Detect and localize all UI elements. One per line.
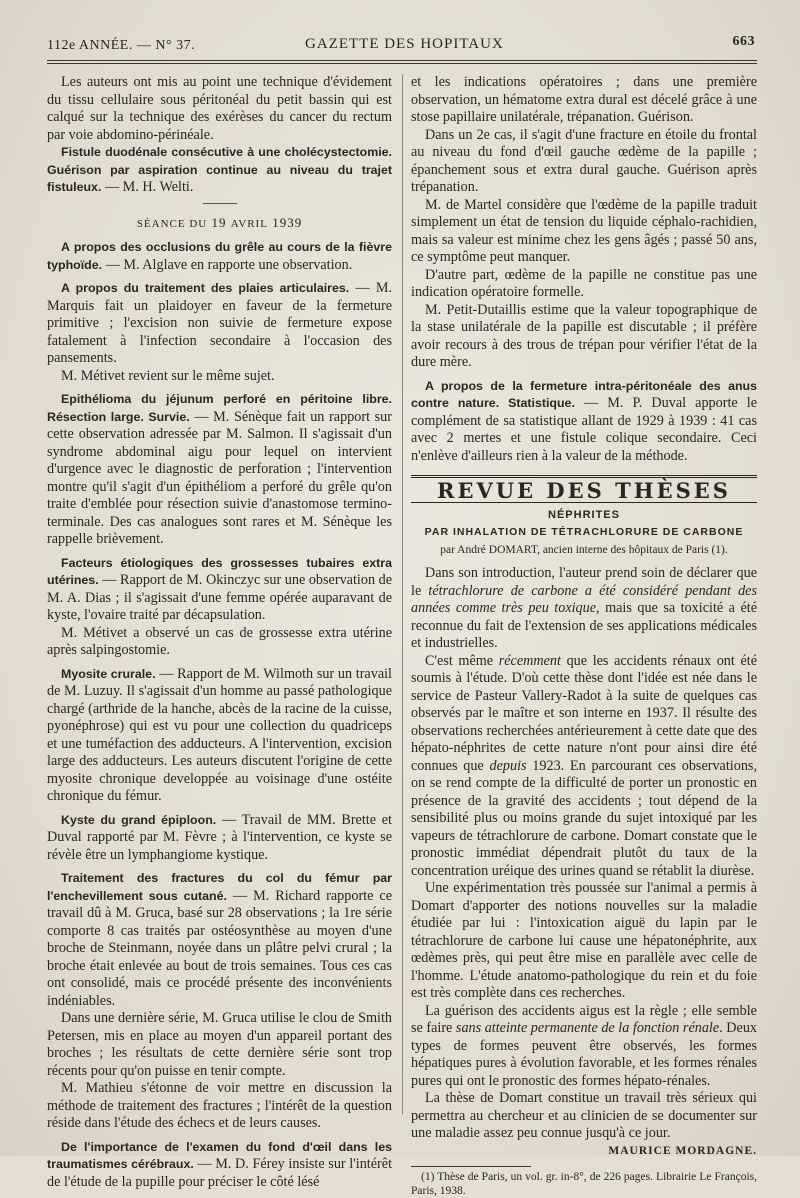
paragraph: C'est même récemment que les accidents rénaux ont été soumis à l'étude. D'où cette thèse dont l'idée est née dans le service de Pasteur Vallery-Radot à la suite de quelques cas observés par le maître et son interne en 1937. Il résulte des observations recherchées antérieurement à cette date que des hépato-néphrites de cette nature n'ont pour ainsi dire été connues que depuis 1923. En parcourant ces observations, on se rend compte de la difficulté de porter un pronostic en présence de la gravité des accidents ; tout dépend de la sensibilité plus ou moins grande du sujet intoxiqué par les vapeurs de tétrachlorure de carbone. Domart constate que le pronostic immédiat dépendrait plutôt du taux de la concentration uréique des urines quand se rétablit la diurèse. bbox=[411, 652, 757, 879]
journal-title: GAZETTE DES HOPITAUX bbox=[305, 36, 504, 52]
column-divider bbox=[402, 74, 403, 1114]
paragraph: Dans un 2e cas, il s'agit d'une fracture en étoile du frontal au niveau du fond d'œil gauche œdème de la papille ; épanchement sous et extra dural gauche. Guérison après trépanation. bbox=[411, 126, 757, 195]
paragraph: Traitement des fractures du col du fémur par l'enchevillement sous cutané. — M. Richard rapporte ce travail dû à M. Gruca, basé sur 28 observations ; la 1re série comporte 8 cas traités par ostéosynthèse au moyen d'une broche de Steinmann, noyée dans un plâtre pelvi crural ; la broche était enlevée au bout de trois semaines. Tous ces cas ont consolidé, mais ce procédé présente des inconvénients indéniables. bbox=[47, 871, 392, 1009]
section-heading: Kyste du grand épiploon. bbox=[61, 812, 217, 827]
right-column bbox=[411, 74, 757, 1198]
paragraph: Les auteurs ont mis au point une technique d'évidement du tissu cellulaire sous péritonéal du petit bassin qui est calqué sur la technique des exérèses du cancer du rectum par voie abdomino-périnéale. bbox=[47, 74, 392, 143]
paragraph: A propos de la fermeture intra-péritonéale des anus contre nature. Statistique. — M. P. Duval apporte le complément de sa statistique allant de 1929 à 1939 : 41 cas avec 2 mertes et une fistule colique secondaire. Ceci n'enlève d'ailleurs rien à la valeur de la méthode. bbox=[411, 378, 757, 464]
left-column bbox=[47, 74, 392, 1191]
session-heading: SÉANCE DU 19 AVRIL 1939 bbox=[136, 214, 303, 230]
paragraph: A propos du traitement des plaies articulaires. — M. Marquis fait un plaidoyer en faveur de la fermeture primitive ; l'excision non suivie de fermeture expose fatalement à l'infection secondaire à l'occasion des pansements. bbox=[47, 280, 392, 366]
header-rule-double bbox=[47, 63, 757, 64]
section-heading: Fistule duodénale consécutive à une cholécystectomie. Guérison par aspiration continue au niveau du trajet fistuleux. bbox=[47, 145, 392, 194]
theses-title: REVUE DES THÈSES bbox=[437, 478, 731, 503]
article-subtitle: PAR INHALATION DE TÉTRACHLORURE DE CARBONE bbox=[424, 526, 744, 538]
section-heading: Epithélioma du jéjunum perforé en péritoine libre. Résection large. Survie. bbox=[47, 392, 392, 424]
section-heading: Traitement des fractures du col du fémur par l'enchevillement sous cutané. bbox=[47, 871, 392, 903]
article-title: NÉPHRITES bbox=[548, 508, 620, 521]
section-heading: De l'importance de l'examen du fond d'œil dans les traumatismes cérébraux. bbox=[47, 1139, 392, 1171]
signature: MAURICE MORDAGNE. bbox=[608, 1144, 757, 1157]
paragraph: La thèse de Domart constitue un travail très sérieux qui permettra au chercheur et au clinicien de se documenter sur une maladie assez peu connue jusqu'à ce jour. bbox=[411, 1090, 757, 1141]
paragraph: A propos des occlusions du grêle au cours de la fièvre typhoïde. — M. Alglave en rapporte une observation. bbox=[47, 240, 392, 273]
paragraph: M. Métivet revient sur le même sujet. bbox=[61, 367, 275, 384]
paragraph: Une expérimentation très poussée sur l'animal a permis à Domart d'apporter des notions nouvelles sur la maladie étudiée par lui : l'intoxication aiguë du lapin par le tétrachlorure de carbone lui cause une hépatonéphrite, aux œdèmes près, qui peut être mise en parallèle avec celle de l'homme. L'étude anatomo-pathologique du rein et du foie est très complète dans ces recherches. bbox=[411, 880, 757, 1001]
paragraph: Myosite crurale. — Rapport de M. Wilmoth sur un travail de M. Luzuy. Il s'agissait d'un homme au passé pathologique chargé (arthride de la hanche, abcès de la racine de la cuisse, pyonéphrose) qui est vu pour une collection du quadriceps et une tuméfaction des adducteurs. A l'intervention, excision large des adducteurs. Les auteurs discutent l'origine de cette myosite chronique developpée au voisinage d'une ostéite chronique du fémur. bbox=[47, 665, 392, 804]
paragraph: M. Métivet a observé un cas de grossesse extra utérine après salpingostomie. bbox=[47, 624, 392, 658]
section-heading: A propos du traitement des plaies articulaires. bbox=[61, 281, 350, 295]
paragraph: et les indications opératoires ; dans une première observation, un hématome extra dural est décelé grâce à une stose papillaire unilatérale, trépanation. Guérison. bbox=[411, 74, 757, 125]
paragraph: Kyste du grand épiploon. — Travail de MM. Brette et Duval rapporté par M. Fèvre ; à l'intervention, ce kyste se révèle être un lymphangiome kystique. bbox=[47, 811, 392, 863]
paragraph: Dans une dernière série, M. Gruca utilise le clou de Smith Petersen, mis en place au moyen d'un appareil portant des broches ; les résultats de cette dernière série sont trop récents pour qu'on puisse en tenir compte. bbox=[47, 1010, 392, 1079]
paragraph: Epithélioma du jéjunum perforé en péritoine libre. Résection large. Survie. — M. Sénèque fait un rapport sur cette observation adressée par M. Salmon. Il s'agissait d'un syndrome abdominal aigu pour lequel on intervient d'urgence avec le diagnostic de perforation ; l'intervention montre qu'il s'agit d'un épithéliom a perforé du grêle qu'on traite d'emblée pour résection suivie d'anastomose termino-terminale. Des cas analogues sont rares et M. Sénèque les rappelle brièvement. bbox=[47, 392, 392, 547]
page-header bbox=[47, 34, 757, 54]
section-heading: A propos des occlusions du grêle au cours de la fièvre typhoïde. bbox=[47, 240, 392, 272]
separator bbox=[203, 203, 237, 204]
paragraph: Fistule duodénale consécutive à une cholécystectomie. Guérison par aspiration continue au niveau du trajet fistuleux. — M. H. Welti. bbox=[47, 145, 392, 195]
header-rule bbox=[47, 60, 757, 61]
article-author: par André DOMART, ancien interne des hôpitaux de Paris (1). bbox=[440, 543, 728, 556]
issue-number: 112e ANNÉE. — N° 37. bbox=[47, 38, 196, 53]
paragraph: M. de Martel considère que l'œdème de la papille traduit simplement un état de tension du liquide céphalo-rachidien, mais sa valeur est minime chez les gens âgés ; passé 50 ans, ce symptôme peut manquer. bbox=[411, 196, 757, 265]
section-heading: Facteurs étiologiques des grossesses tubaires extra utérines. bbox=[47, 555, 392, 587]
section-heading: A propos de la fermeture intra-péritonéale des anus contre nature. Statistique. bbox=[411, 378, 757, 410]
page-number: 663 bbox=[732, 34, 755, 49]
paragraph: D'autre part, œdème de la papille ne constitue pas une indication opératoire formelle. bbox=[411, 266, 757, 300]
paragraph: La guérison des accidents aigus est la règle ; elle semble se faire sans atteinte permanente de la fonction rénale. Deux types de formes peuvent être observés, les formes hépatiques pures à évolution favorable, et les formes rénales pures qui ont le pronostic des formes hépato-rénales. bbox=[411, 1002, 758, 1089]
footnote: (1) Thèse de Paris, un vol. gr. in-8°, de 226 pages. Librairie Le François, Paris, 1938. bbox=[411, 1171, 757, 1197]
paragraph: M. Petit-Dutaillis estime que la valeur topographique de la stase unilatérale de la papille est discutable ; il préfère avoir recours à des trous de trépan pour vérifier l'état de la dure mère. bbox=[411, 301, 757, 370]
paragraph: Dans son introduction, l'auteur prend soin de déclarer que le tétrachlorure de carbone a été considéré pendant des années comme très peu toxique, mais que sa toxicité a été reconnue du fait de l'extension de ses applications médicales et industrielles. bbox=[411, 565, 757, 651]
paragraph: Facteurs étiologiques des grossesses tubaires extra utérines. — Rapport de M. Okinczyc sur une observation de M. A. Dias ; il s'agissait d'une femme opérée auparavant de kyste, l'ovaire traité par décapsulation. bbox=[47, 555, 392, 623]
paragraph: De l'importance de l'examen du fond d'œil dans les traumatismes cérébraux. — M. D. Férey insiste sur l'intérêt de l'étude de la pupille pour préciser le côté lésé bbox=[47, 1139, 393, 1190]
section-heading: Myosite crurale. bbox=[61, 666, 156, 681]
paragraph: M. Mathieu s'étonne de voir mettre en discussion la méthode de traitement des fractures ; l'intérêt de la question réside dans l'étude des échecs et de leurs causes. bbox=[47, 1080, 392, 1131]
theses-banner bbox=[411, 475, 757, 503]
footnote-rule bbox=[411, 1166, 531, 1167]
